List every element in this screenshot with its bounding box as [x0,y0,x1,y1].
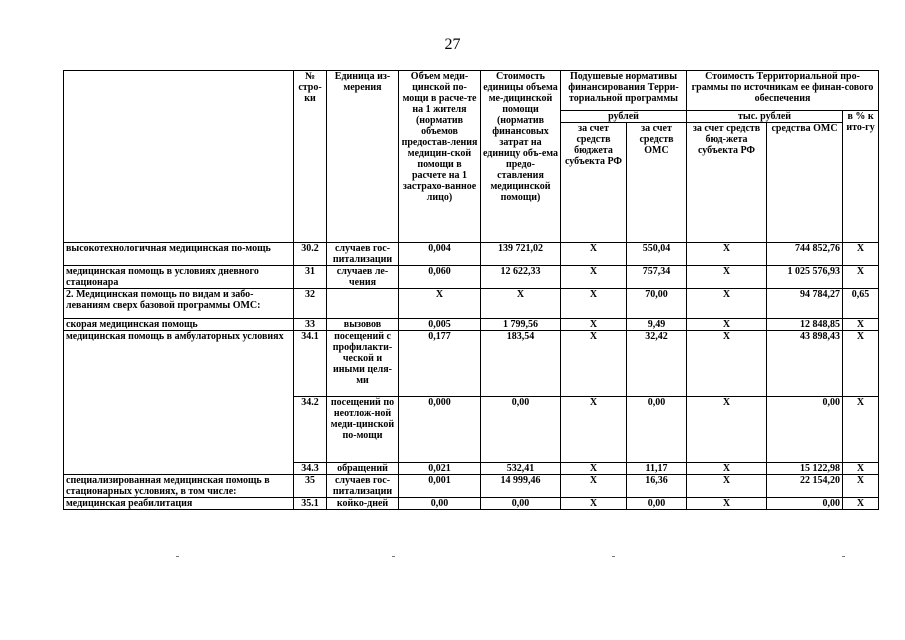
row-pct: X [843,475,879,498]
table-row [64,289,879,319]
row-unit: вызовов [327,319,399,331]
row-no: 30.2 [294,243,327,266]
row-unit: случаев гос-питализации [327,475,399,498]
row-pct: X [843,243,879,266]
row-total-budget: X [687,319,767,331]
row-oms: 9,49 [627,319,687,331]
row-volume: 0,005 [399,319,481,331]
row-cost: 0,00 [481,498,561,510]
header-budget-rf-2: за счет средств бюд-жета субъекта РФ [687,123,767,243]
row-cost: X [481,289,561,319]
row-volume: 0,00 [399,498,481,510]
row-pct: X [843,266,879,289]
row-pct: X [843,397,879,463]
row-budget: X [561,397,627,463]
row-total-oms: 0,00 [767,498,843,510]
row-total-budget: X [687,331,767,397]
row-volume: 0,001 [399,475,481,498]
row-pct: X [843,498,879,510]
table-row [64,266,879,289]
header-unit: Единица из-мерения [327,71,399,243]
header-cost: Стоимость единицы объема ме-дицинской помощи (норматив финансовых затрат на единицу объ-ема предо-ставления медицинской помощи) [481,71,561,243]
header-row-no: № стро-ки [294,71,327,243]
row-total-oms: 744 852,76 [767,243,843,266]
row-budget: X [561,463,627,475]
row-total-oms: 12 848,85 [767,319,843,331]
header-oms-funds: за счет средств ОМС [627,123,687,243]
header-volume: Объем меди-цинской по-мощи в расче-те на 1 жителя (норматив объемов предостав-ления медицин-ской помощи в расчете на 1 застрахо-ванное лицо) [399,71,481,243]
row-pct: 0,65 [843,289,879,319]
row-no: 34.3 [294,463,327,475]
row-no: 32 [294,289,327,319]
row-unit: посещений по неотлож-ной меди-цинской по-мощи [327,397,399,463]
row-pct: X [843,319,879,331]
row-no: 35 [294,475,327,498]
scan-speck [842,556,845,557]
row-total-budget: X [687,243,767,266]
row-name: медицинская помощь в амбулаторных условиях [64,331,294,475]
table-row [64,319,879,331]
header-budget-rf: за счет средств бюджета субъекта РФ [561,123,627,243]
row-budget: X [561,498,627,510]
row-unit: койко-дней [327,498,399,510]
row-name: медицинская реабилитация [64,498,294,510]
header-per-capita: Подушевые нормативы финансирования Терри-ториальной программы [561,71,687,111]
row-no: 31 [294,266,327,289]
row-oms: 757,34 [627,266,687,289]
row-total-oms: 15 122,98 [767,463,843,475]
scan-speck [176,556,179,557]
row-budget: X [561,319,627,331]
row-name: высокотехнологичная медицинская по-мощь [64,243,294,266]
row-name: 2. Медицинская помощь по видам и забо-леваниям сверх базовой программы ОМС: [64,289,294,319]
row-volume: 0,004 [399,243,481,266]
row-total-oms: 43 898,43 [767,331,843,397]
row-budget: X [561,475,627,498]
row-cost: 183,54 [481,331,561,397]
row-unit: случаев ле-чения [327,266,399,289]
row-volume: 0,000 [399,397,481,463]
row-volume: 0,177 [399,331,481,397]
table-row [64,243,879,266]
row-oms: 70,00 [627,289,687,319]
row-oms: 0,00 [627,498,687,510]
row-budget: X [561,266,627,289]
financing-table [63,70,879,510]
header-total-cost: Стоимость Территориальной про-граммы по источникам ее финан-сового обеспечения [687,71,879,111]
row-cost: 1 799,56 [481,319,561,331]
row-total-budget: X [687,475,767,498]
header-rubles: рублей [561,111,687,123]
header-thousand-rubles: тыс. рублей [687,111,843,123]
row-no: 34.2 [294,397,327,463]
row-total-budget: X [687,266,767,289]
row-total-budget: X [687,289,767,319]
row-oms: 32,42 [627,331,687,397]
row-oms: 0,00 [627,397,687,463]
page-number: 27 [444,36,461,53]
row-budget: X [561,331,627,397]
row-total-oms: 22 154,20 [767,475,843,498]
row-budget: X [561,289,627,319]
row-name: специализированная медицинская помощь в стационарных условиях, в том числе: [64,475,294,498]
row-volume: 0,060 [399,266,481,289]
row-oms: 16,36 [627,475,687,498]
row-cost: 139 721,02 [481,243,561,266]
header-oms-2: средства ОМС [767,123,843,243]
row-no: 34.1 [294,331,327,397]
row-no: 35.1 [294,498,327,510]
table-row [64,475,879,498]
row-total-oms: 1 025 576,93 [767,266,843,289]
row-unit: случаев гос-питализации [327,243,399,266]
row-name: медицинская помощь в условиях дневного стационара [64,266,294,289]
row-cost: 12 622,33 [481,266,561,289]
row-unit: обращений [327,463,399,475]
scan-speck [612,556,615,557]
row-unit: посещений с профилакти-ческой и иными целя-ми [327,331,399,397]
row-volume: 0,021 [399,463,481,475]
row-cost: 14 999,46 [481,475,561,498]
row-pct: X [843,331,879,397]
row-oms: 550,04 [627,243,687,266]
scan-speck [392,556,395,557]
header-name-cell [64,71,294,243]
row-total-oms: 0,00 [767,397,843,463]
row-volume: X [399,289,481,319]
row-cost: 0,00 [481,397,561,463]
row-name: скорая медицинская помощь [64,319,294,331]
row-total-budget: X [687,397,767,463]
row-budget: X [561,243,627,266]
row-total-budget: X [687,463,767,475]
row-total-budget: X [687,498,767,510]
table-row [64,331,879,397]
row-unit [327,289,399,319]
header-pct-total: в % к ито-гу [843,111,879,243]
table-row [64,498,879,510]
row-no: 33 [294,319,327,331]
row-cost: 532,41 [481,463,561,475]
row-total-oms: 94 784,27 [767,289,843,319]
row-pct: X [843,463,879,475]
row-oms: 11,17 [627,463,687,475]
